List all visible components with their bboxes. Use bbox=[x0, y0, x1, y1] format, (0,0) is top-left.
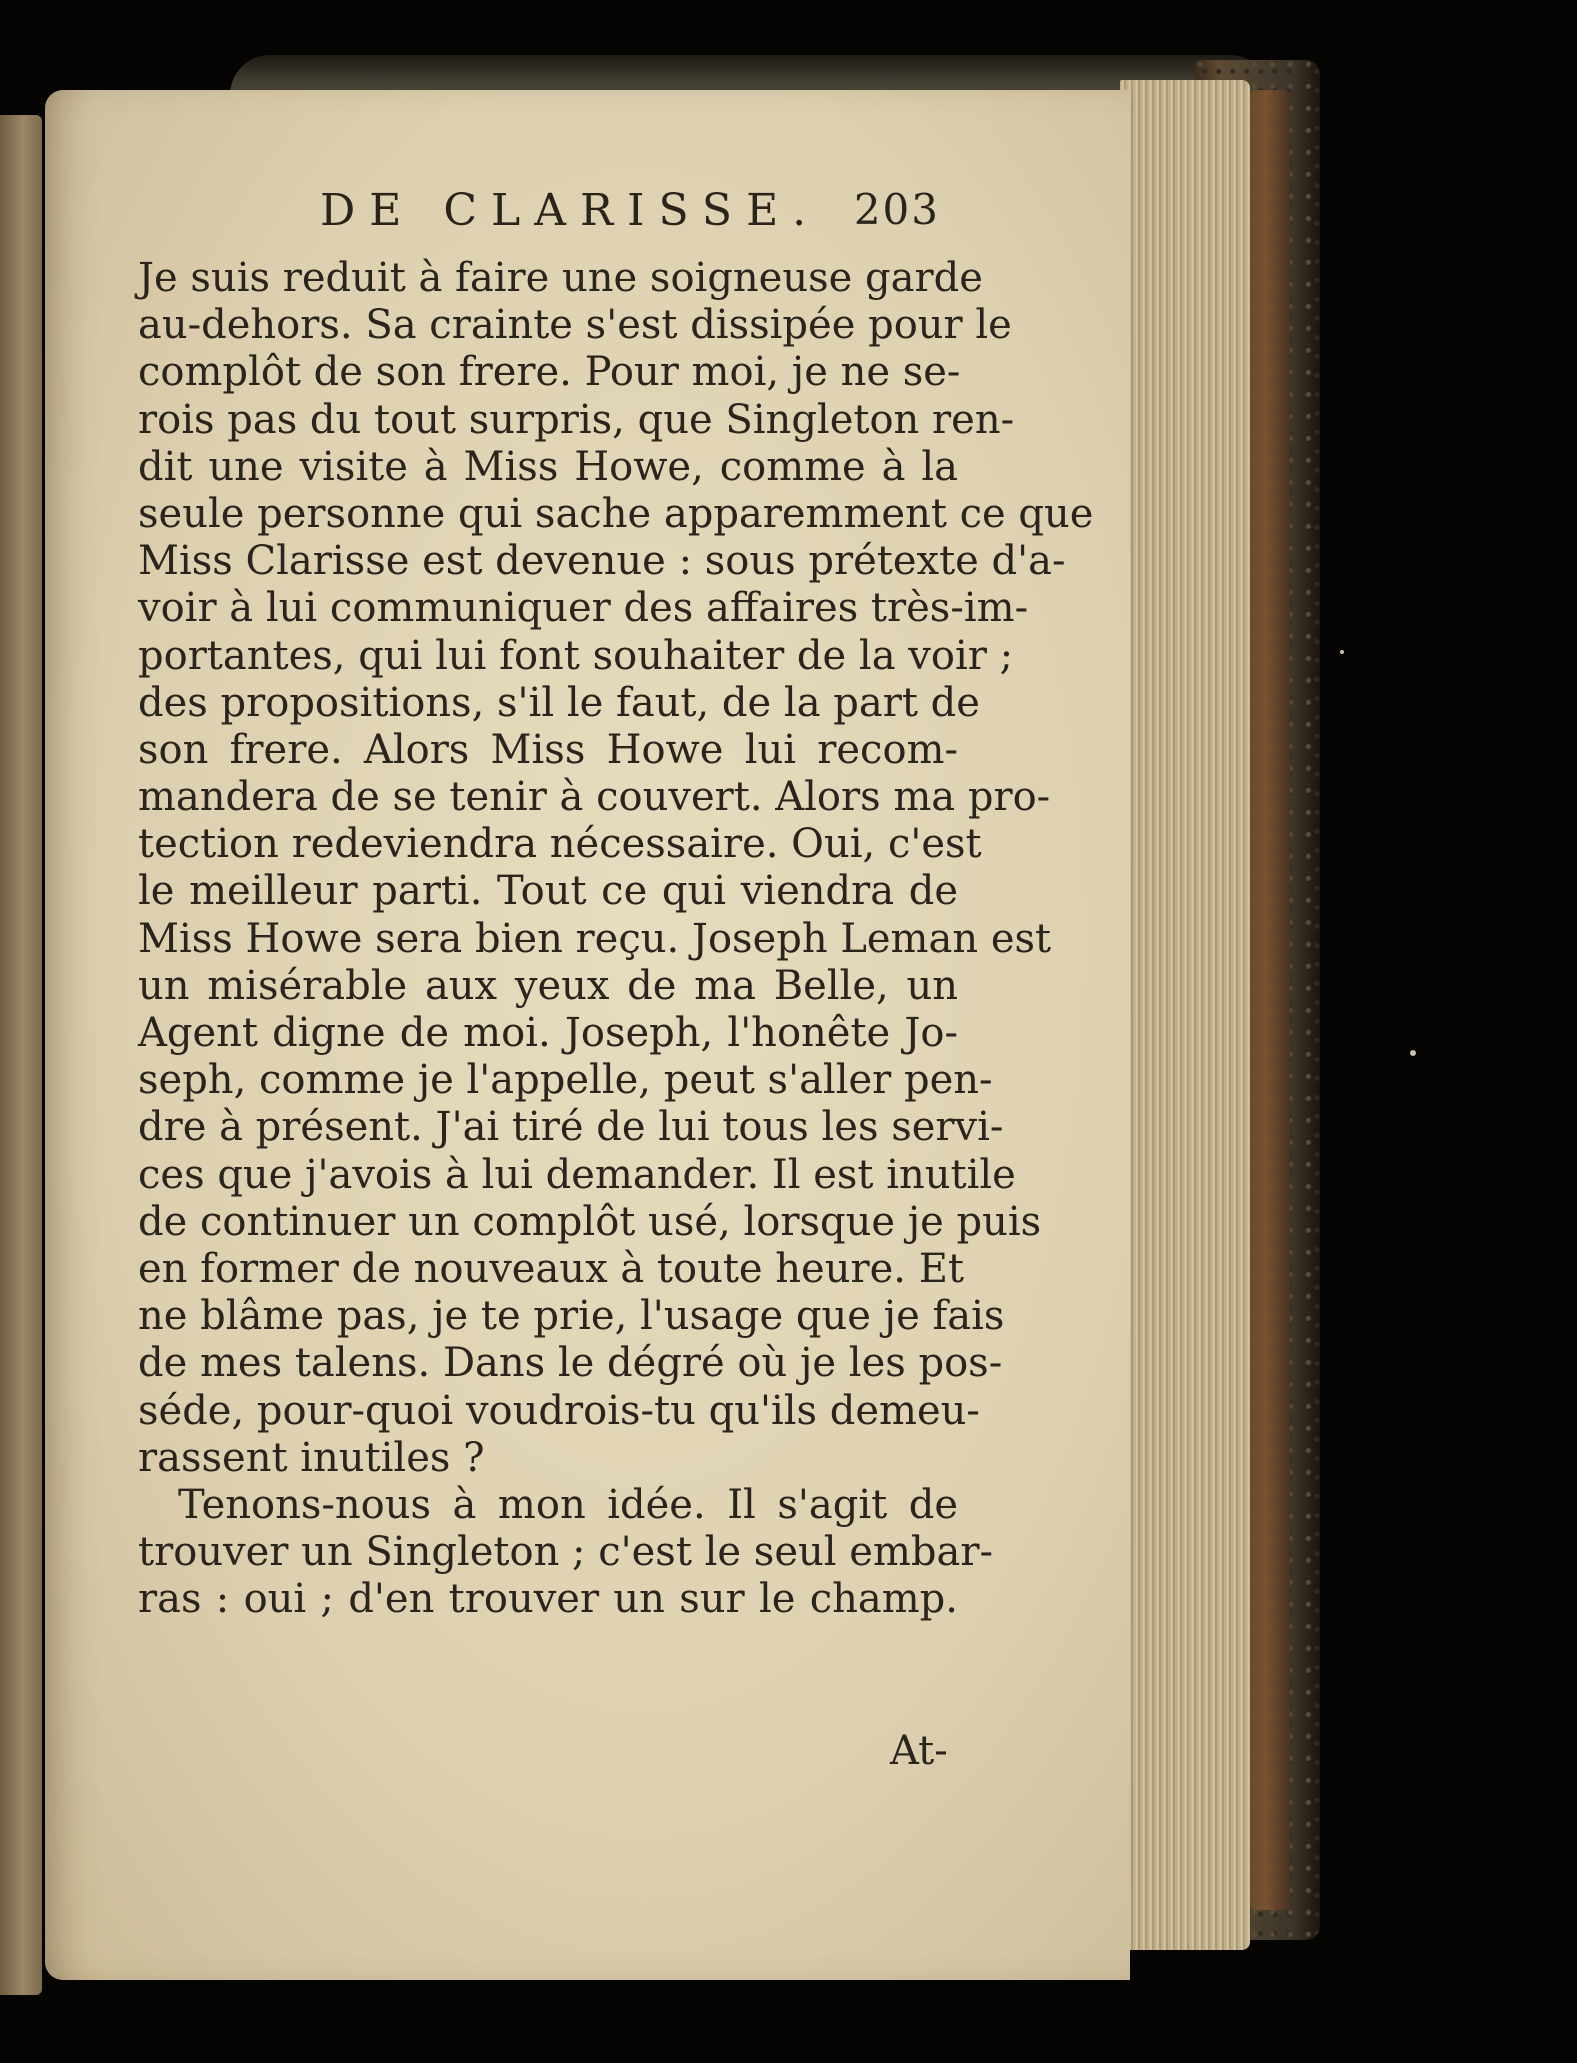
text-line: de mes talens. Dans le dégré où je les pos- bbox=[138, 1340, 1003, 1387]
dust-speck bbox=[1410, 1050, 1416, 1056]
text-line: trouver un Singleton ; c'est le seul embar- bbox=[138, 1529, 993, 1576]
text-line: son frere. Alors Miss Howe lui recom- bbox=[138, 726, 958, 773]
book-spine-edge bbox=[1250, 90, 1290, 1910]
text-line: dre à présent. J'ai tiré de lui tous les servi- bbox=[138, 1104, 1004, 1151]
text-line: ne blâme pas, je te prie, l'usage que je fais bbox=[138, 1293, 1005, 1340]
text-line: Je suis reduit à faire une soigneuse garde bbox=[138, 255, 983, 301]
dust-speck bbox=[1340, 650, 1344, 654]
text-line: rois pas du tout surpris, que Singleton ren- bbox=[138, 396, 1015, 443]
text-line: ras : oui ; d'en trouver un sur le champ. bbox=[138, 1576, 958, 1623]
page-fore-edge bbox=[1120, 80, 1250, 1950]
catchword: At- bbox=[890, 1728, 948, 1774]
text-line: voir à lui communiquer des affaires très-im- bbox=[138, 585, 1029, 632]
text-line: Tenons-nous à mon idée. Il s'agit de bbox=[178, 1481, 958, 1528]
text-line: séde, pour-quoi voudrois-tu qu'ils demeu- bbox=[138, 1387, 980, 1434]
text-line: Miss Clarisse est devenue : sous prétexte d'a- bbox=[138, 538, 1066, 585]
left-page-edge bbox=[0, 115, 42, 1995]
text-line: tection redeviendra nécessaire. Oui, c'est bbox=[138, 821, 982, 868]
text-line: des propositions, s'il le faut, de la part de bbox=[138, 679, 980, 726]
text-line: Agent digne de moi. Joseph, l'honête Jo- bbox=[138, 1010, 958, 1056]
page-number: 203 bbox=[853, 185, 940, 234]
body-text bbox=[138, 255, 1094, 1623]
text-line: en former de nouveaux à toute heure. Et bbox=[138, 1245, 964, 1292]
text-line: un misérable aux yeux de ma Belle, un bbox=[138, 962, 958, 1009]
text-line: seph, comme je l'appelle, peut s'aller pen- bbox=[138, 1057, 993, 1104]
text-line: au-dehors. Sa crainte s'est dissipée pour le bbox=[138, 302, 1012, 349]
page-header bbox=[320, 185, 940, 245]
text-line: portantes, qui lui font souhaiter de la voir ; bbox=[138, 632, 1014, 679]
text-line: mandera de se tenir à couvert. Alors ma pro- bbox=[138, 774, 1051, 821]
text-line: de continuer un complôt usé, lorsque je puis bbox=[138, 1198, 1042, 1245]
text-line: ces que j'avois à lui demander. Il est inutile bbox=[138, 1151, 1016, 1198]
text-line: complôt de son frere. Pour moi, je ne se- bbox=[138, 349, 961, 396]
text-line: dit une visite à Miss Howe, comme à la bbox=[138, 443, 958, 490]
text-line: le meilleur parti. Tout ce qui viendra de bbox=[138, 868, 958, 915]
text-line: Miss Howe sera bien reçu. Joseph Leman est bbox=[138, 915, 1052, 962]
text-line: rassent inutiles ? bbox=[138, 1434, 485, 1481]
running-title: DE CLARISSE. bbox=[320, 185, 821, 236]
text-line: seule personne qui sache apparemment ce que bbox=[138, 490, 1094, 537]
